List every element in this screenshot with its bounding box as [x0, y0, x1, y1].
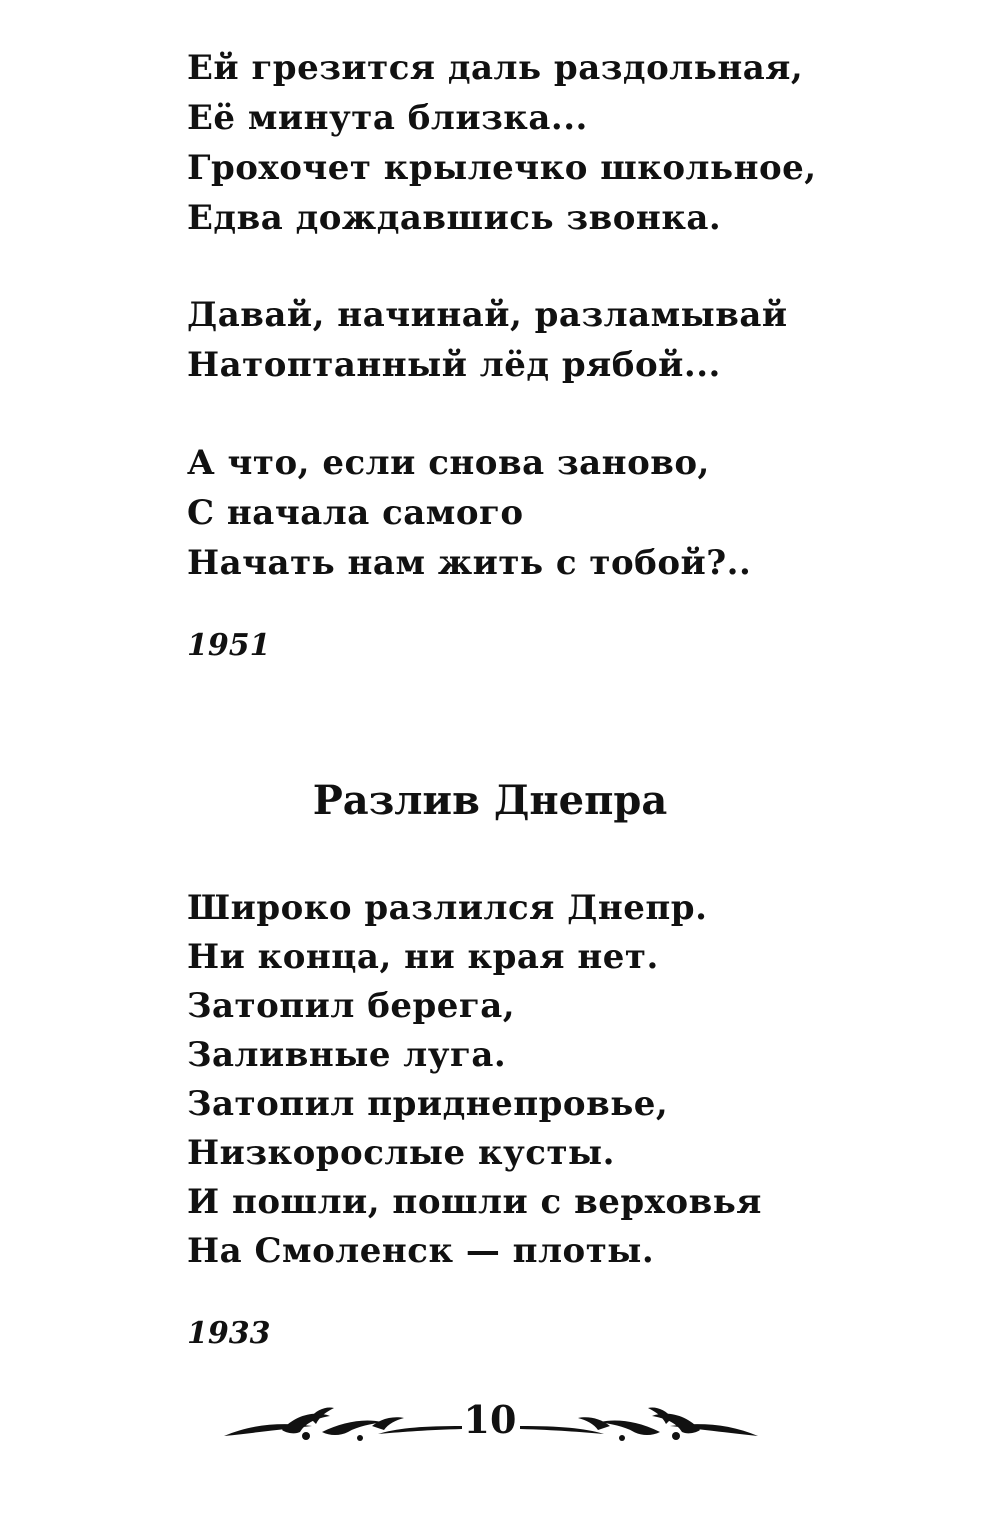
poem-2-line-3: Затопил берега,	[187, 986, 516, 1026]
poem-1-line-6: Натоптанный лёд рябой...	[187, 345, 721, 385]
poem-2-line-6: Низкорослые кусты.	[187, 1133, 615, 1173]
poem-1-year: 1951	[187, 628, 271, 663]
poem-1-line-3: Грохочет крылечко школьное,	[187, 148, 817, 188]
poem-1-line-1: Ей грезится даль раздольная,	[187, 48, 804, 88]
poem-2-line-2: Ни конца, ни края нет.	[187, 937, 659, 977]
poem-1-line-4: Едва дождавшись звонка.	[187, 198, 722, 238]
poem-1-line-5: Давай, начинай, разламывай	[187, 295, 788, 335]
poem-2-line-1: Широко разлился Днепр.	[187, 888, 708, 928]
poem-1-line-9: Начать нам жить с тобой?..	[187, 543, 752, 583]
poem-2-line-7: И пошли, пошли с верховья	[187, 1182, 762, 1222]
poem-1-line-8: С начала самого	[187, 493, 524, 533]
poem-2-title: Разлив Днепра	[312, 777, 668, 824]
poem-1-line-7: А что, если снова заново,	[187, 443, 710, 483]
page-number: 10	[463, 1397, 517, 1442]
poem-2-line-5: Затопил приднепровье,	[187, 1084, 669, 1124]
poem-2-line-8: На Смоленск — плоты.	[187, 1231, 655, 1271]
poem-2-line-4: Заливные луга.	[187, 1035, 507, 1075]
flourish-right-icon	[520, 1396, 760, 1450]
poem-1-line-2: Её минута близка...	[187, 98, 588, 138]
poem-2-year: 1933	[187, 1316, 271, 1351]
